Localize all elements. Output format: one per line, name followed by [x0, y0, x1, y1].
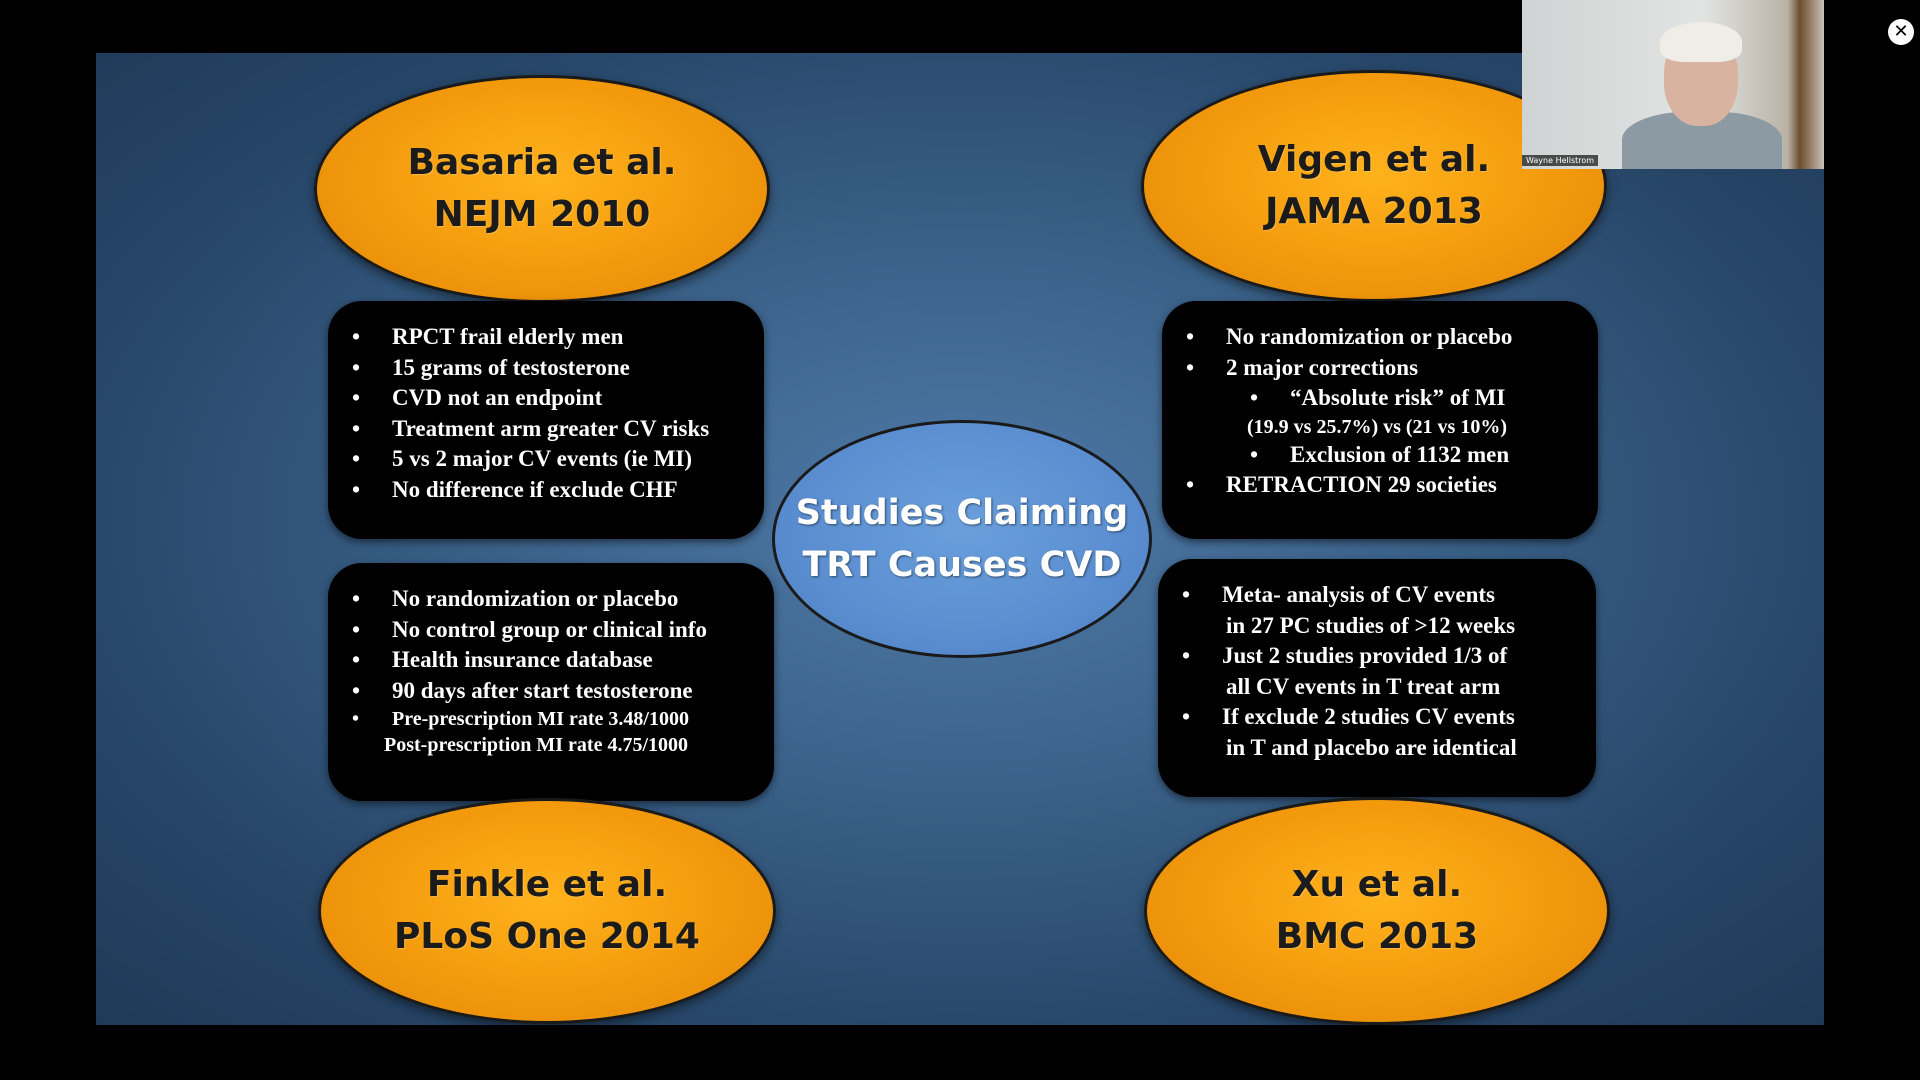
bullet-continuation: in 27 PC studies of >12 weeks [1226, 612, 1516, 638]
bullet-continuation: (19.9 vs 25.7%) vs (21 vs 10%) [1247, 415, 1507, 438]
bullet-continuation: Post-prescription MI rate 4.75/1000 [384, 734, 689, 756]
participant-name-label: Wayne Hellstrom [1522, 155, 1598, 166]
bullet-item: • No randomization or placebo [1162, 322, 1598, 353]
study-title-line2: BMC 2013 [1275, 916, 1479, 957]
bullet-subitem: • Exclusion of 1132 men [1162, 440, 1598, 471]
study-details-basaria [328, 301, 764, 539]
bullet-item: • RETRACTION 29 societies [1162, 470, 1598, 501]
bullet-item: • 2 major corrections [1162, 353, 1598, 384]
study-title-line1: Basaria et al. [407, 142, 677, 183]
bullet-item: • Pre-prescription MI rate 3.48/1000 [328, 706, 774, 732]
video-participant-hair [1660, 22, 1742, 62]
study-title-line1: Xu et al. [1291, 864, 1463, 905]
bullet-continuation: in T and placebo are identical [1226, 734, 1517, 760]
study-title-line1: Vigen et al. [1257, 139, 1491, 180]
bullet-item: • Treatment arm greater CV risks [328, 414, 764, 445]
participant-video-tile[interactable] [1522, 0, 1824, 169]
central-topic-oval [772, 420, 1152, 658]
bullet-item: • Just 2 studies provided 1/3 of [1158, 641, 1596, 672]
study-title-line2: NEJM 2010 [433, 194, 651, 235]
bullet-item: • Health insurance database [328, 645, 774, 676]
bullet-item: • No control group or clinical info [328, 615, 774, 646]
bullet-item: • RPCT frail elderly men [328, 322, 764, 353]
study-details-vigen [1162, 301, 1598, 539]
study-title-finkle [318, 798, 776, 1024]
close-icon: ✕ [1893, 21, 1909, 42]
central-topic-line2: TRT Causes CVD [802, 545, 1122, 585]
bullet-item: • Meta- analysis of CV events [1158, 580, 1596, 611]
bullet-item: • No randomization or placebo [328, 584, 774, 615]
study-title-basaria [314, 75, 770, 303]
study-title-xu [1144, 797, 1610, 1025]
study-title-line2: JAMA 2013 [1265, 191, 1483, 232]
bullet-item: • No difference if exclude CHF [328, 475, 764, 506]
bullet-item: • 90 days after start testosterone [328, 676, 774, 707]
bullet-item: • 5 vs 2 major CV events (ie MI) [328, 444, 764, 475]
study-details-xu [1158, 559, 1596, 797]
bullet-item: • 15 grams of testosterone [328, 353, 764, 384]
bullet-item: • CVD not an endpoint [328, 383, 764, 414]
bullet-subitem: • “Absolute risk” of MI [1162, 383, 1598, 414]
bullet-item: • If exclude 2 studies CV events [1158, 702, 1596, 733]
study-details-finkle [328, 563, 774, 801]
central-topic-line1: Studies Claiming [795, 493, 1129, 533]
study-title-line1: Finkle et al. [426, 864, 668, 905]
study-title-line2: PLoS One 2014 [394, 916, 700, 957]
close-button[interactable] [1888, 19, 1914, 45]
bullet-continuation: all CV events in T treat arm [1226, 673, 1501, 699]
